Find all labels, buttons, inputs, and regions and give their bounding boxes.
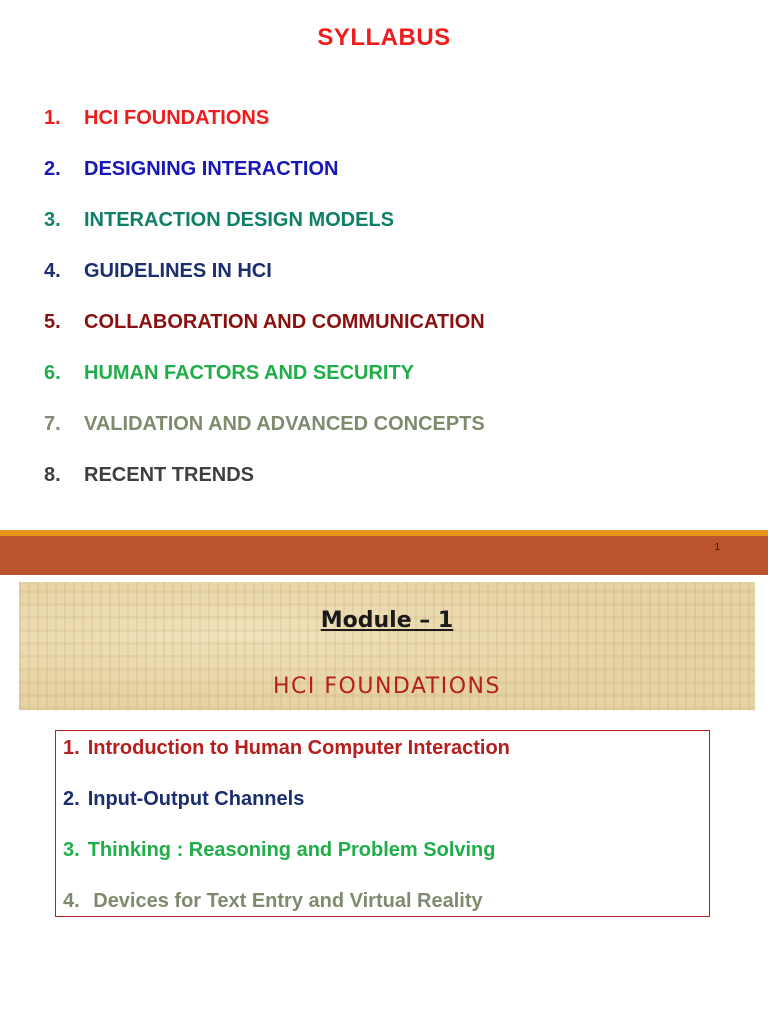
item-label: INTERACTION DESIGN MODELS — [84, 209, 395, 231]
syllabus-item — [44, 359, 485, 410]
module-slide — [0, 575, 768, 1024]
item-label: HCI FOUNDATIONS — [84, 107, 270, 129]
topic-number: 1. — [63, 737, 80, 759]
topic-item — [63, 836, 510, 887]
topic-number: 4. — [63, 890, 80, 912]
item-label: DESIGNING INTERACTION — [84, 158, 339, 180]
syllabus-item — [44, 461, 485, 512]
syllabus-item — [44, 206, 485, 257]
module-subtitle: HCI FOUNDATIONS — [273, 674, 501, 699]
topic-item — [63, 887, 510, 938]
topics-box — [55, 730, 710, 917]
syllabus-list — [44, 104, 485, 512]
syllabus-item — [44, 257, 485, 308]
item-label: VALIDATION AND ADVANCED CONCEPTS — [84, 413, 485, 435]
topic-item — [63, 785, 510, 836]
topic-label: Thinking : Reasoning and Problem Solving — [87, 839, 496, 861]
item-number: 8. — [44, 464, 61, 486]
topic-number: 3. — [63, 839, 80, 861]
item-number: 2. — [44, 158, 61, 180]
topic-label: Input-Output Channels — [87, 788, 305, 810]
syllabus-item — [44, 308, 485, 359]
topic-item — [63, 734, 510, 785]
topics-list — [63, 734, 510, 938]
item-number: 7. — [44, 413, 61, 435]
item-label: RECENT TRENDS — [84, 464, 255, 486]
item-label: COLLABORATION AND COMMUNICATION — [84, 311, 485, 333]
module-header-banner — [19, 582, 755, 710]
item-number: 4. — [44, 260, 61, 282]
item-label: HUMAN FACTORS AND SECURITY — [84, 362, 415, 384]
syllabus-item — [44, 410, 485, 461]
topic-number: 2. — [63, 788, 80, 810]
slide-title: SYLLABUS — [317, 24, 451, 51]
topic-label: Introduction to Human Computer Interaction — [87, 737, 510, 759]
footer-band — [0, 536, 768, 575]
item-number: 1. — [44, 107, 61, 129]
topic-label: Devices for Text Entry and Virtual Reality — [87, 890, 483, 912]
item-number: 5. — [44, 311, 61, 333]
syllabus-item — [44, 155, 485, 206]
module-title: Module – 1 — [320, 608, 454, 633]
item-label: GUIDELINES IN HCI — [84, 260, 272, 282]
syllabus-item — [44, 104, 485, 155]
item-number: 6. — [44, 362, 61, 384]
page-number: 1 — [714, 542, 720, 553]
item-number: 3. — [44, 209, 61, 231]
